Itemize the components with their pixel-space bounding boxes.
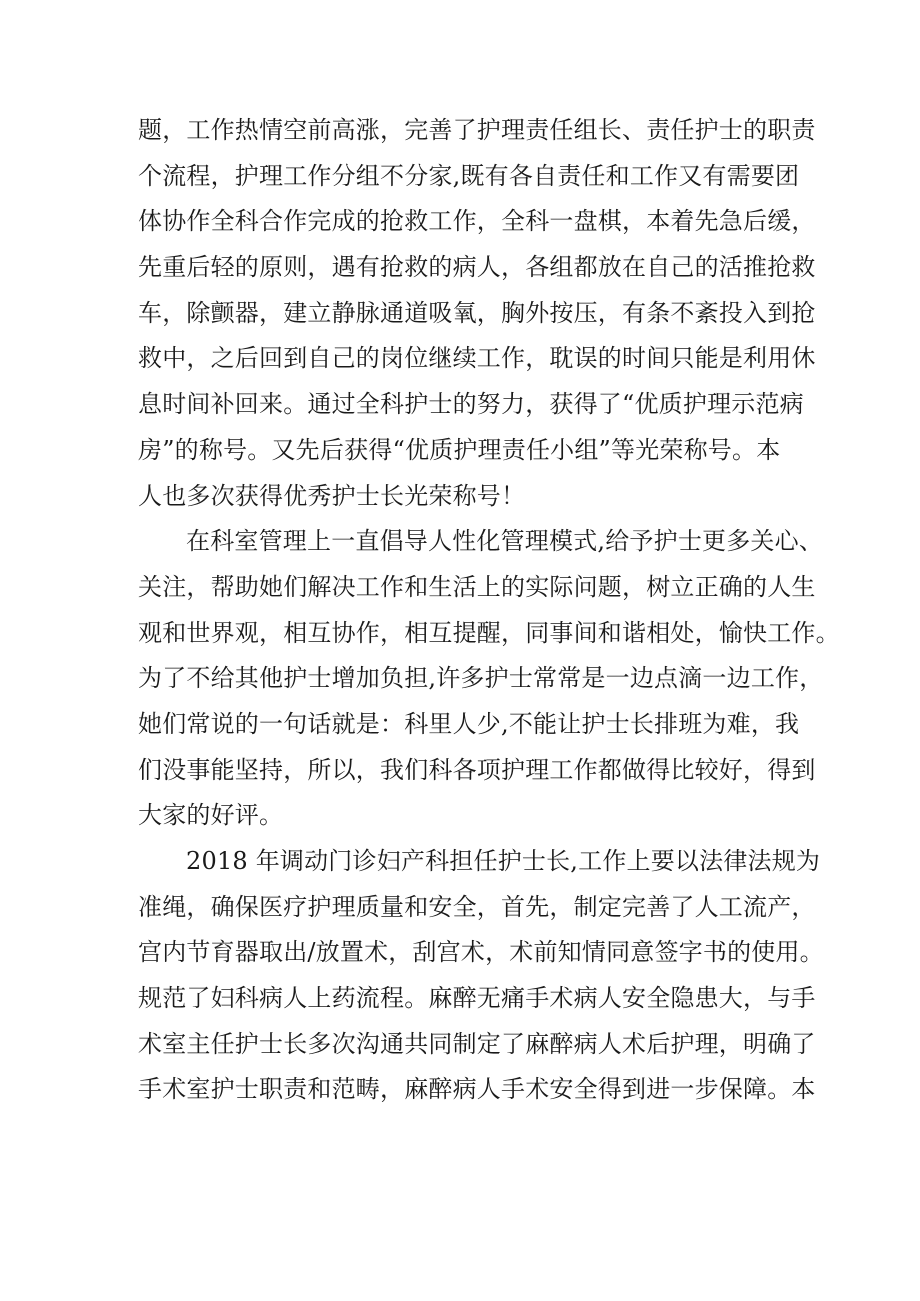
text-line: 息时间补回来。通过全科护士的努力，获得了“优质护理示范病: [138, 390, 804, 419]
paragraph-1: [138, 108, 816, 519]
text-line: 关注，帮助她们解决工作和生活上的实际问题，树立正确的人生: [138, 572, 816, 601]
text-line: 救中，之后回到自己的岗位继续工作，耽误的时间只能是利用休: [138, 344, 816, 373]
paragraph-2: [138, 519, 840, 839]
text-line: 人也多次获得优秀护士长光荣称号！: [138, 481, 526, 510]
text-line: 规范了妇科病人上药流程。麻醉无痛手术病人安全隐患大，与手: [138, 984, 816, 1013]
text-line: 术室主任护士长多次沟通共同制定了麻醉病人术后护理，明确了: [138, 1029, 816, 1058]
text-line: 车，除颤器，建立静脉通道吸氧，胸外按压，有条不紊投入到抢: [138, 298, 816, 327]
text-line: 体协作全科合作完成的抢救工作，全科一盘棋，本着先急后缓，: [138, 207, 816, 236]
text-line: 大家的好评。: [138, 801, 284, 830]
text-line: 房”的称号。又先后获得“优质护理责任小组”等光荣称号。本: [138, 435, 781, 464]
text-line: 2018 年调动门诊妇产科担任护士长,工作上要以法律法规为: [186, 847, 821, 875]
text-line: 手术室护士职责和范畴，麻醉病人手术安全得到进一步保障。本: [138, 1075, 816, 1104]
text-line: 题，工作热情空前高涨，完善了护理责任组长、责任护士的职责: [138, 116, 816, 144]
document-body: [138, 108, 840, 1113]
text-line: 观和世界观，相互协作，相互提醒，同事间和谐相处，愉快工作。: [138, 618, 840, 647]
text-line: 个流程，护理工作分组不分家,既有各自责任和工作又有需要团: [138, 161, 800, 190]
text-line: 宫内节育器取出/放置术，刮宫术，术前知情同意签字书的使用。: [138, 938, 824, 967]
paragraph-3: [138, 839, 824, 1113]
text-line: 为了不给其他护士增加负担,许多护士常常是一边点滴一边工作，: [138, 664, 824, 693]
text-line: 先重后轻的原则，遇有抢救的病人，各组都放在自己的活推抢救: [138, 253, 816, 282]
text-line: 们没事能坚持，所以，我们科各项护理工作都做得比较好，得到: [138, 755, 816, 784]
text-line: 在科室管理上一直倡导人性化管理模式,给予护士更多关心、: [186, 527, 824, 556]
text-line: 她们常说的一句话就是：科里人少,不能让护士长排班为难，我: [138, 709, 800, 738]
text-line: 准绳，确保医疗护理质量和安全，首先，制定完善了人工流产，: [138, 892, 816, 921]
